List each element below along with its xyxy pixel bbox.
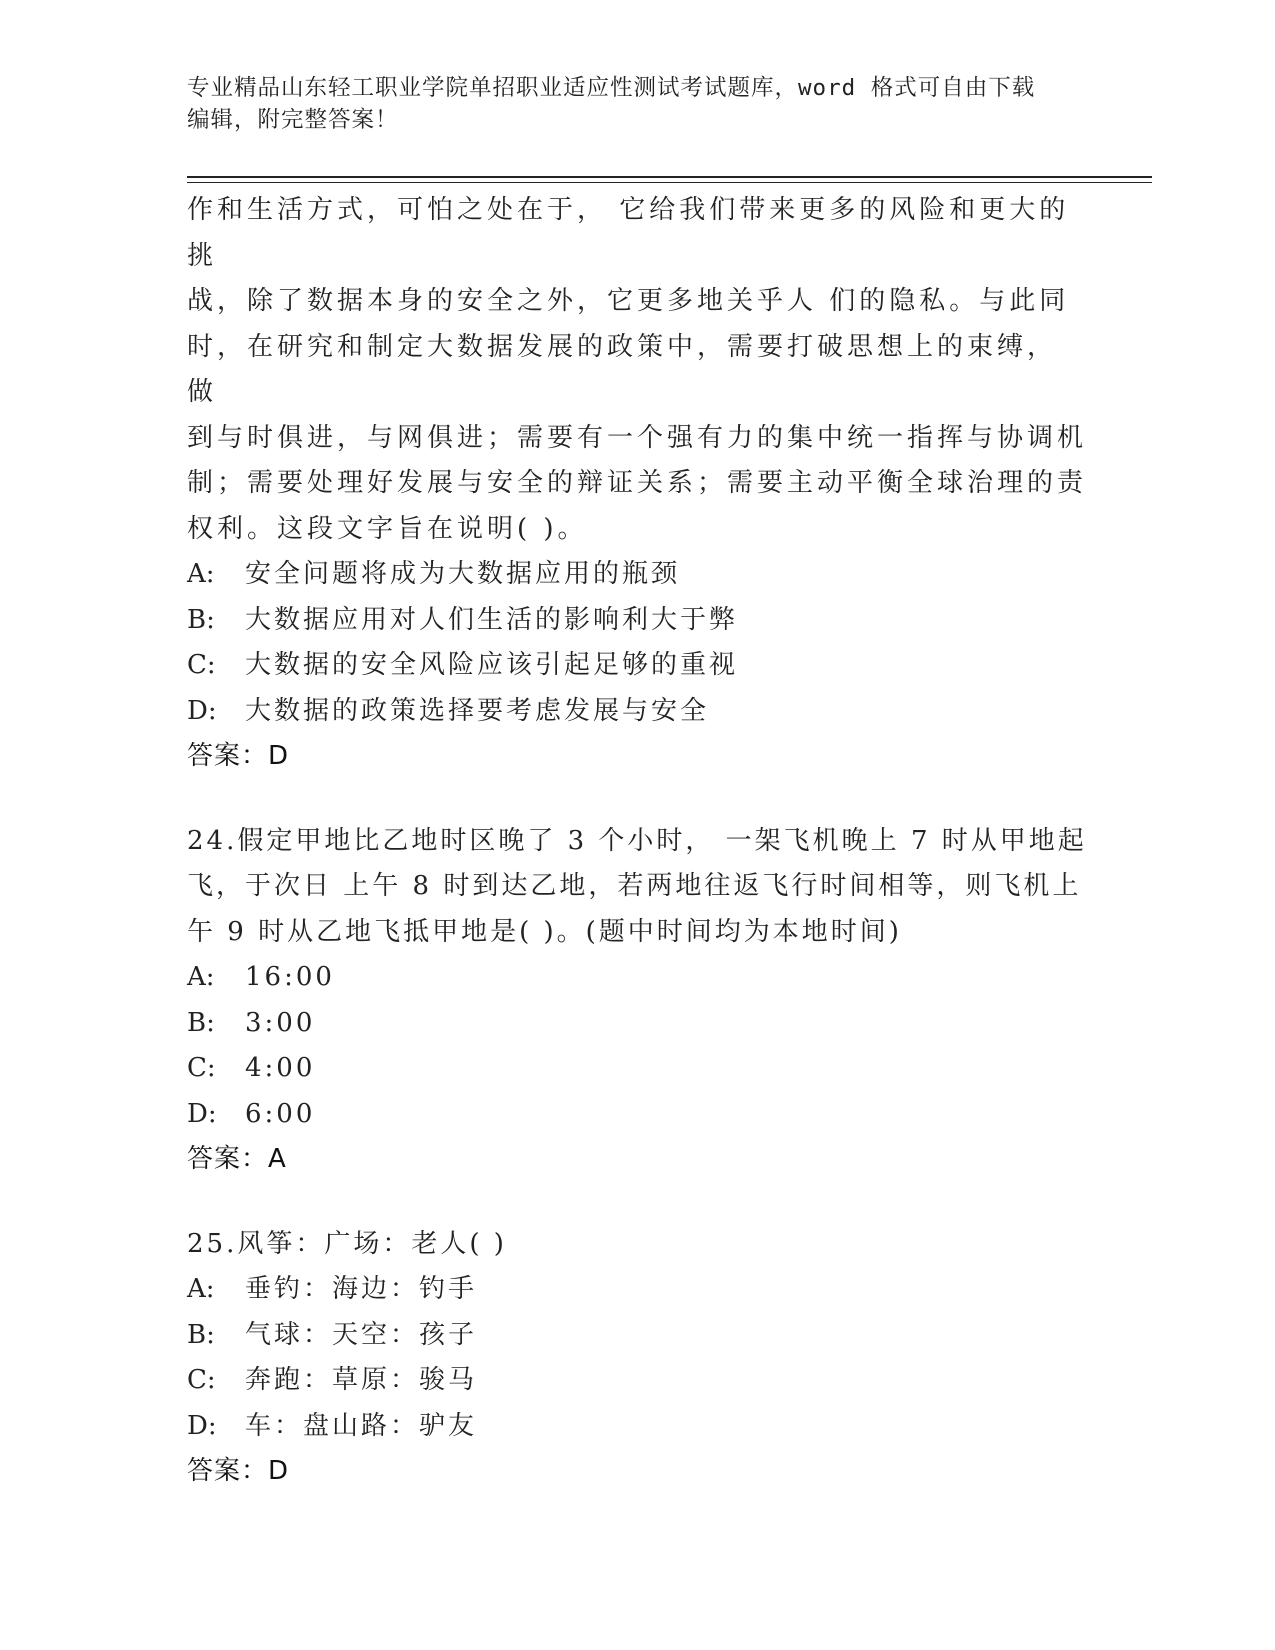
option-d [187,689,1087,735]
option-text: 车：盘山路：驴友 [245,1410,478,1441]
option-text: 大数据的政策选择要考虑发展与安全 [245,695,710,726]
option-text: 气球：天空：孩子 [245,1319,478,1350]
option-text: 垂钓：海边：钓手 [245,1274,478,1304]
question-text-line: 24.假定甲地比乙地时区晚了 3 个小时， 一架飞机晚上 7 时从甲地起 [187,825,1087,856]
header-line-1: 专业精品山东轻工职业学院单招职业适应性测试考试题库，word 格式可自由下载 [187,75,1036,101]
spacer [187,780,1087,819]
question-text-line: 25.风筝：广场：老人( ) [187,1228,507,1259]
option-a [187,552,1087,598]
option-text: 大数据的安全风险应该引起足够的重视 [245,650,739,680]
option-letter: C: [187,1365,216,1395]
question-text-line: 权利。这段文字旨在说明( )。 [187,513,588,544]
question-text-line: 制；需要处理好发展与安全的辩证关系；需要主动平衡全球治理的责 [187,468,1088,498]
option-letter: D: [187,695,217,726]
option-letter: B: [187,1319,215,1350]
question-24 [187,819,1087,1183]
option-a [187,955,1087,1001]
option-letter: A: [187,962,215,992]
option-text: 6:00 [245,1098,316,1129]
answer-line: 答案：D [187,741,290,771]
question-text-line: 到与时俱进，与网俱进；需要有一个强有力的集中统一指挥与协调机 [187,422,1088,453]
option-text: 安全问题将成为大数据应用的瓶颈 [245,559,681,589]
option-text: 3:00 [245,1007,316,1038]
option-letter: A: [187,1274,215,1304]
option-text: 4:00 [245,1053,316,1083]
option-letter: B: [187,604,215,635]
answer-line: 答案：D [187,1456,290,1486]
header-divider-thick [187,176,1152,178]
page-header [187,72,1067,136]
spacer [187,1183,1087,1222]
question-text-line: 午 9 时从乙地飞抵甲地是( )。(题中时间均为本地时间) [187,916,902,947]
option-letter: B: [187,1007,215,1038]
header-divider-thin [187,182,1152,183]
header-line-2: 编辑，附完整答案！ [187,107,399,133]
option-c [187,643,1087,689]
option-a [187,1267,1087,1313]
option-d [187,1404,1087,1450]
document-body [187,188,1087,1495]
option-c [187,1046,1087,1092]
question-text-line: 战，除了数据本身的安全之外，它更多地关乎人 们的隐私。与此同 [187,286,1070,316]
option-letter: D: [187,1410,217,1441]
option-c [187,1358,1087,1404]
question-text-line: 时，在研究和制定大数据发展的政策中，需要打破思想上的束缚， 做 [187,331,1058,407]
option-letter: C: [187,650,216,680]
option-letter: D: [187,1098,217,1129]
question-text-line: 飞，于次日 上午 8 时到达乙地，若两地往返飞行时间相等，则飞机上 [187,871,1082,901]
option-text: 奔跑：草原：骏马 [245,1365,478,1395]
option-b [187,598,1087,644]
option-letter: C: [187,1053,216,1083]
question-23 [187,188,1087,780]
answer-line: 答案：A [187,1144,287,1174]
option-b [187,1313,1087,1359]
question-25 [187,1222,1087,1495]
option-letter: A: [187,559,215,589]
option-text: 大数据应用对人们生活的影响利大于弊 [245,604,739,635]
option-b [187,1001,1087,1047]
option-d [187,1092,1087,1138]
option-text: 16:00 [245,962,335,992]
question-text-line: 作和生活方式，可怕之处在于， 它给我们带来更多的风险和更大的挑 [187,195,1070,271]
